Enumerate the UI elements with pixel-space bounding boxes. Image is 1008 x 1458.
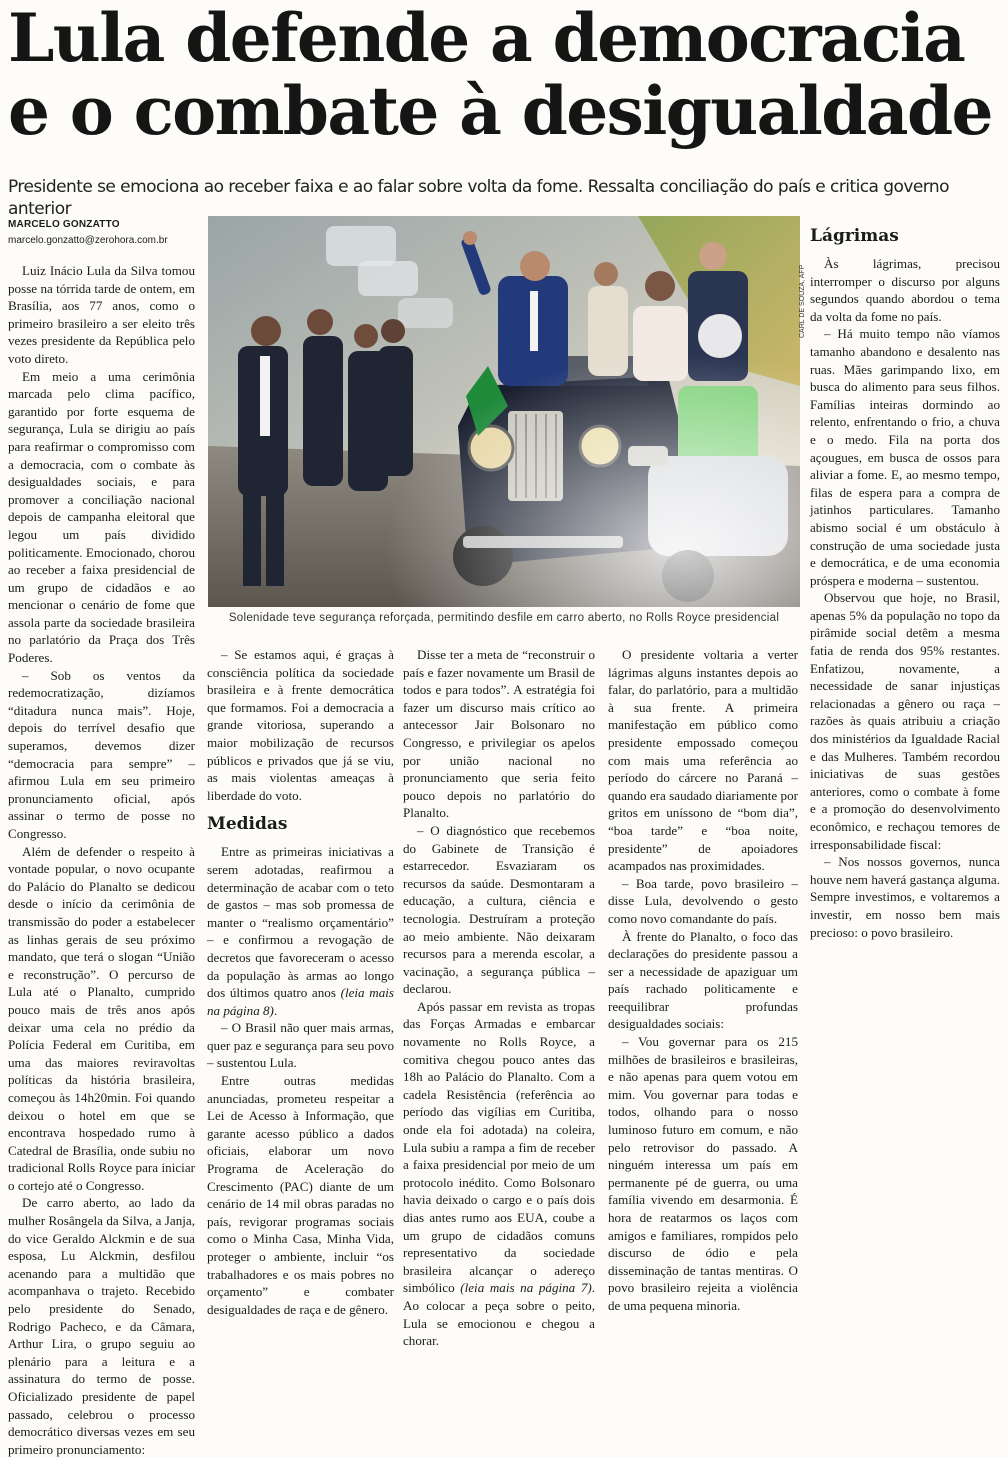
news-photo [208,216,800,607]
article-paragraph: Observou que hoje, no Brasil, apenas 5% da população no topo da pirâmide social detêm a mesma fatia de renda dos 95% restantes. Enfatizou, novamente, a necessidade de sanar injustiças relacionadas a gênero ou raça – razões às quais atribuiu a criação dos ministérios da Igualdade Racial e das Mulheres. Também recordou iniciativas de suas gestões anteriores, como o combate à fome e a promoção do desenvolvimento econômico, e rechaçou temores de irresponsabilidade fiscal: [810,590,1000,852]
article-paragraph: – Boa tarde, povo brasileiro – disse Lula, devolvendo o gesto como novo comandante do país. [608,875,798,926]
article-paragraph: – Vou governar para os 215 milhões de brasileiros e brasileiras, e não apenas para quem votou em mim. Vou governar para todas e todos, olhando para o nosso luminoso futuro em comum, e não pelo retrovisor do passado. A ninguém interessa um país em permanente pé de guerra, ou uma família vivendo em desarmonia. É hora de reatarmos os laços com amigos e familiares, rompidos pelo discurso de ódio e pela disseminação de tantas mentiras. O povo brasileiro rejeita a violência de uma pequena minoria. [608,1034,798,1313]
headline [8,2,1004,148]
byline [8,218,203,247]
inauguration-photo-illustration [208,216,800,607]
article-column-1 [8,262,195,1457]
article-paragraph: Entre as primeiras iniciativas a serem adotadas, reafirmou a determinação de acabar com o teto de gastos – mas sob promessa de manter o “realismo orçamentário” – e confirmou a revogação de decretos que favoreceram o acesso da população às armas ao longo dos últimos quatro anos (leia mais na página 8). [207,844,394,1018]
headline-line-2: e o combate à desigualdade [8,72,992,150]
article-column-2 [207,646,394,1317]
article-paragraph: Luiz Inácio Lula da Silva tomou posse na tórrida tarde de ontem, em Brasília, aos 77 anos, como o primeiro brasileiro a ser eleito três vezes presidente da República pelo voto direto. [8,263,195,366]
article-paragraph: – Sob os ventos da redemocratização, dizíamos “ditadura nunca mais”. Hoje, depois do terrível desafio que superamos, devemos dizer “democracia para sempre” – afirmou Lula em seu primeiro pronunciamento oficial, após assinar o termo de posse no Congresso. [8,667,195,841]
article-paragraph: O presidente voltaria a verter lágrimas alguns instantes depois ao falar, do parlatório, para a multidão à sua frente. A primeira manifestação em público como presidente empossado começou com mais uma referência ao período do cárcere no Paraná – quando era saudado diariamente por gritos em uníssono de “bom dia”, “boa tarde” e “boa noite, presidente” de apoiadores acampados nas proximidades. [608,647,798,874]
author-name: MARCELO GONZATTO [8,219,120,230]
page-reference: (leia mais na página 7) [460,1280,592,1296]
subheadline: Presidente se emociona ao receber faixa e ao falar sobre volta da fome. Ressalta conciliação do país e critica governo anterior [8,177,949,219]
photo-caption: Solenidade teve segurança reforçada, permitindo desfile em carro aberto, no Rolls Royce presidencial [228,612,780,624]
article-paragraph: Entre outras medidas anunciadas, prometeu respeitar a Lei de Acesso à Informação, que garante acesso público a dados oficiais, elaborar um novo Programa de Aceleração do Crescimento (PAC) diante de um cenário de 14 mil obras paradas no país, revigorar programas sociais como o Minha Casa, Minha Vida, proteger o ambiente, incluir “os trabalhadores e os mais pobres no orçamento” e combater desigualdades de raça e de gênero. [207,1073,394,1317]
article-paragraph: – Há muito tempo não víamos tamanho abandono e desalento nas ruas. Mães garimpando lixo, em busca do alimento para seus filhos. Famílias inteiras dormindo ao relento, enfrentando o frio, a chuva e o medo. Fila na porta dos açougues, em busca de ossos para aliviar a fome. E, ao mesmo tempo, filas de espera para a compra de jatinhos particulares. Tamanho abismo social é um obstáculo à construção de uma sociedade justa e democrática, e de uma economia próspera e moderna – sustentou. [810,326,1000,588]
article-column-5 [810,216,1000,1227]
article-column-3 [403,646,596,1349]
article-paragraph: Além de defender o respeito à vontade popular, o novo ocupante do Palácio do Planalto se dedicou desde o início da cerimônia de transmissão do poder a estabelecer as linhas gerais de seu próximo mandato, que terá o slogan “União e reconstrução”. O percurso de Lula até o Planalto, cumprido pouco mais de três anos após deixar uma cela no prédio da Polícia Federal em Curitiba, em uma das maiores reviravoltas políticas da história brasileira, começou às 14h20min. Foi quando deixou o hotel em que se encontrava hospedado rumo à Catedral de Brasília, onde subiu no tradicional Rolls Royce para iniciar o cortejo até o Congresso. [8,843,195,1193]
page-reference: (leia mais na página 8) [207,985,394,1018]
article-paragraph: – O Brasil não quer mais armas, quer paz e segurança para seu povo – sustentou Lula. [207,1020,394,1071]
article-paragraph: Às lágrimas, precisou interromper o discurso por alguns segundos quando abordou o tema da volta da fome no país. [810,256,1000,324]
article-paragraph: À frente do Planalto, o foco das declarações do presidente passou a ser a necessidade de apaziguar um país rachado politicamente e reequilibrar profundas desigualdades sociais: [608,928,798,1032]
section-heading-medidas: Medidas [207,814,288,835]
article-paragraph: Em meio a uma cerimônia marcada pelo clima pacífico, garantido por forte esquema de segurança, Lula se dirigiu ao país para reafirmar o compromisso com a democracia, com o combate às desigualdades sociais, e para promover a conciliação nacional depois de campanha eleitoral que legou um país dividido politicamente. Emocionado, chorou ao receber a faixa presidencial de um grupo de cidadãos e ao mencionar o cenário de fome que assola parte da sociedade brasileira no parlatório da Praça dos Três Poderes. [8,368,195,666]
article-paragraph: – Se estamos aqui, é graças à consciência política da sociedade brasileira e à frente democrática que formamos. Foi a democracia a grande vitoriosa, superando a maior mobilização de recursos públicos e privados que já se viu, as mais violentas ameaças à liberdade do voto. [207,647,394,803]
article-paragraph: – Nos nossos governos, nunca houve nem haverá gastança alguma. Sempre investimos, e voltaremos a investir, em nosso bem mais precioso: o povo brasileiro. [810,854,1000,940]
article-paragraph: De carro aberto, ao lado da mulher Rosângela da Silva, a Janja, do vice Geraldo Alckmin e de sua esposa, Lu Alckmin, desfilou acenando para a multidão que acompanhava o trajeto. Recebido pelo presidente do Senado, Rodrigo Pacheco, e da Câmara, Arthur Lira, o grupo seguiu ao plenário para a leitura e a assinatura do termo de posse. Oficializado presidente de papel passado, celebrou o processo democrático diversas vezes em seu primeiro pronunciamento: [8,1195,195,1457]
photo-credit: CARL DE SOUZA, AFP [799,264,806,338]
author-email: marcelo.gonzatto@zerohora.com.br [8,235,168,246]
section-heading-lagrimas: Lágrimas [810,226,899,246]
article-column-4 [608,646,798,1313]
headline-line-1: Lula defende a democracia [8,0,965,77]
article-paragraph: – O diagnóstico que recebemos do Gabinete de Transição é estarrecedor. Esvaziaram os recursos da saúde. Desmontaram a educação, a cultura, ciência e tecnologia. Destruíram a proteção ao meio ambiente. Não deixaram recursos para a merenda escolar, a vacinação, a segurança pública – declarou. [403,822,595,997]
article-paragraph: Após passar em revista as tropas das Forças Armadas e embarcar novamente no Rolls Royce, a comitiva chegou pouco antes das 18h ao Palácio do Planalto. Com a cadela Resistência (referência ao período das vigílias em Curitiba, onde ela foi adotada) na coleira, Lula subiu a rampa a fim de receber a faixa presidencial por meio de um protocolo inédito. Como Bolsonaro havia deixado o cargo e o país dois dias antes rumo aos EUA, coube a um grupo de cidadãos comuns representativo da sociedade brasileira alcançar o adereço simbólico (leia mais na página 7). Ao colocar a peça sobre o peito, Lula se emocionou e chegou a chorar. [403,998,596,1349]
article-paragraph: Disse ter a meta de “reconstruir o país e fazer novamente um Brasil de todos e para todos”. A estratégia foi fazer um discurso mais crítico ao antecessor Jair Bolsonaro no Congresso, e privilegiar os apelos por união nacional no pronunciamento que seria feito pouco depois no parlatório do Planalto. [403,647,595,821]
